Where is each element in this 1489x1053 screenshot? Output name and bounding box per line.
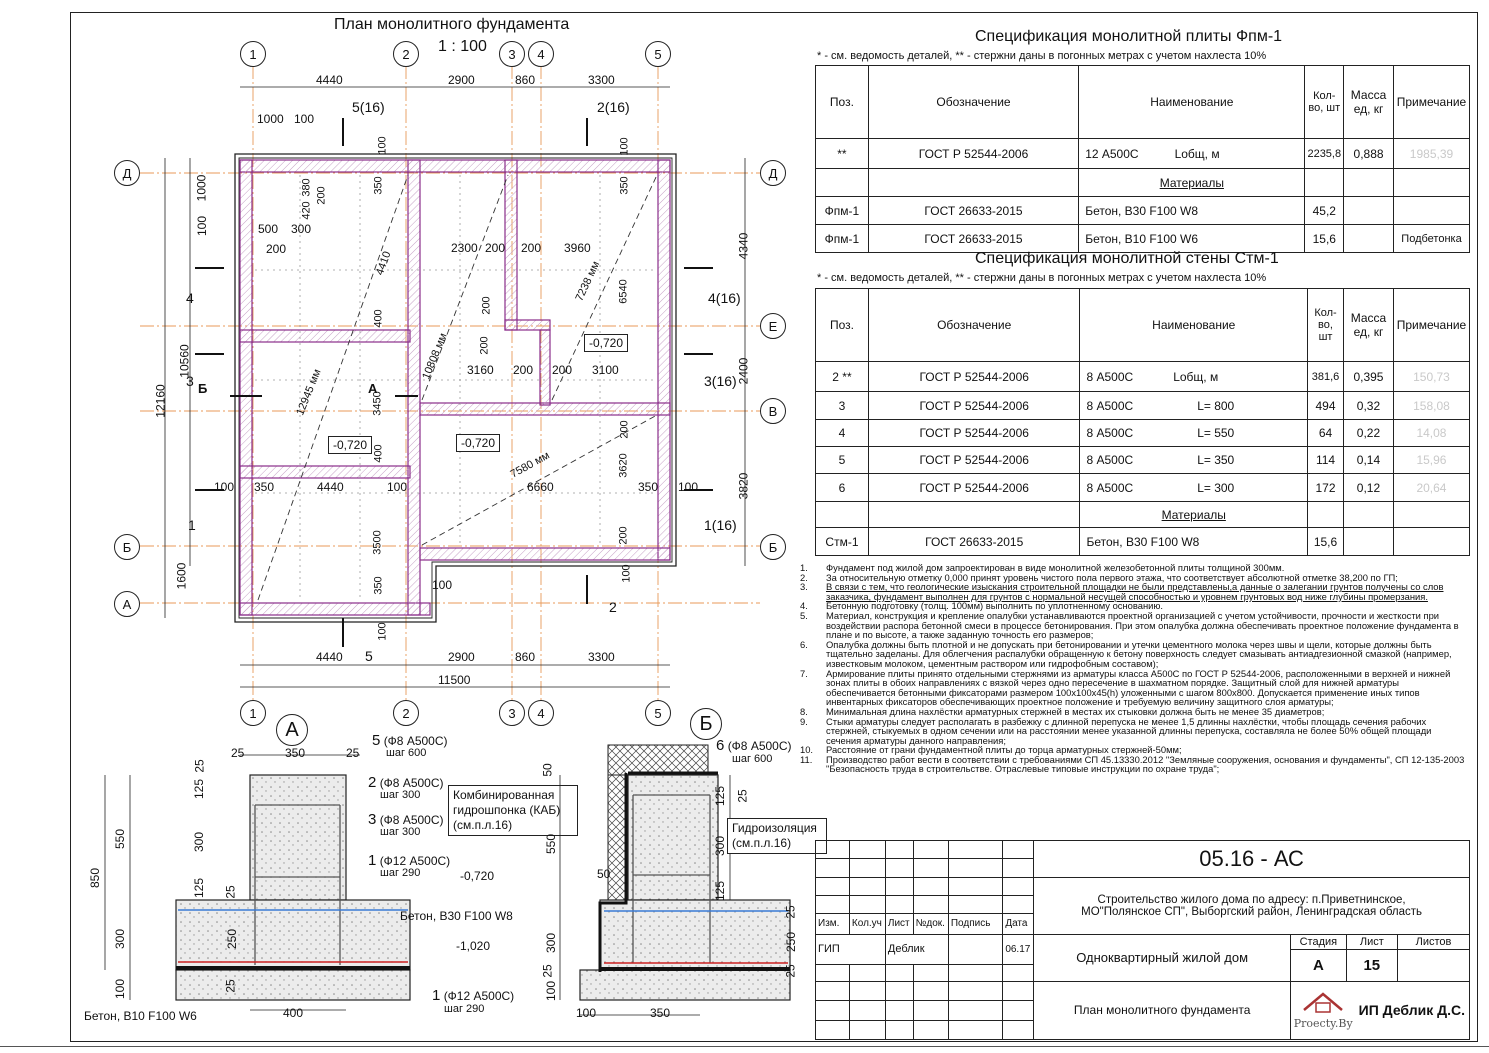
dim-left-1000: 1000 <box>194 174 209 202</box>
concrete-label: Бетон, В30 F100 W8 <box>400 909 513 923</box>
dim-inner: 420 <box>300 201 313 220</box>
rebar-step: шаг 600 <box>732 753 773 765</box>
note-item: 1. Фундамент под жилой дом запроектирован в виде монолитной железобетонной плиты толщиной 300мм. <box>800 562 1285 573</box>
dim-bottom-1: 4440 <box>316 650 343 664</box>
detail-a-dim: 400 <box>283 1006 304 1020</box>
sheets-header: Листов <box>1397 934 1469 949</box>
stamp-col: Изм. <box>816 914 850 934</box>
dim-inner: 200 <box>480 296 493 315</box>
stage-value: А <box>1291 949 1347 981</box>
dim-inner: 3450 <box>371 391 384 416</box>
detail-b-dim: 250 <box>784 931 799 953</box>
dim-inner: 400 <box>372 309 385 328</box>
stamp-col: №док. <box>913 914 948 934</box>
company-logo: Proecty.By <box>1294 990 1353 1030</box>
dim-inner: 4440 <box>317 480 344 494</box>
col-header: Обозначение <box>868 289 1080 362</box>
elevation-a-top: -0,720 <box>460 869 495 883</box>
detail-b-dim: 25 <box>540 964 555 978</box>
detail-a-dim: 100 <box>113 978 128 1000</box>
col-header: Примечание <box>1393 289 1469 362</box>
section-label: 3 <box>186 373 194 389</box>
detail-b-dim: 25 <box>783 905 798 919</box>
table-row: 6 ГОСТ Р 52544-2006 8 А500С L= 300 172 0,12 20,64 <box>816 474 1470 502</box>
dim-inner: 3500 <box>371 530 384 555</box>
detail-b-dim: 100 <box>576 1006 597 1020</box>
note-item: 5. Материал, конструкция и крепление опалубки устанавливаются проектной организацией с учетом устойчивости, прочности и жесткости при воздействии распора бетонной смеси в процессе бетонирования. При этом опалубка должна обеспечивать проектное положение фундамента в плане и по высоте, а также заданную точность его размеров; <box>800 609 1459 641</box>
dim-inner: 200 <box>521 241 542 255</box>
detail-a-dim: 300 <box>192 831 207 853</box>
axis-bubble-5-bottom: 5 <box>645 700 671 726</box>
detail-a-marker: А <box>276 714 308 746</box>
dim-inner: 100 <box>432 578 453 592</box>
detail-a-dim: 25 <box>346 746 360 760</box>
dim-bottom-2: 2900 <box>448 650 475 664</box>
col-header: Кол-во, шт <box>1308 289 1344 362</box>
table-row: 2 ** ГОСТ Р 52544-2006 8 А500С Lобщ, м 381,6 0,395 150,73 <box>816 362 1470 392</box>
diagonal-label: 7580 мм <box>508 449 552 481</box>
plan-scale: 1 : 100 <box>438 38 487 55</box>
detail-a-dim: 25 <box>192 759 207 773</box>
page-edge-line <box>0 1046 1489 1047</box>
axis-bubble-1-bottom: 1 <box>240 700 266 726</box>
axis-bubble-1-top: 1 <box>240 41 266 67</box>
note-item: 10. Расстояние от грани фундаментной плиты до торца арматурных стержней-50мм; <box>800 744 1182 756</box>
section-label: 2(16) <box>597 99 630 115</box>
company-cell <box>1291 981 1470 1039</box>
dim-inner: 350 <box>372 176 385 195</box>
axis-bubble-d-left: Д <box>114 160 140 186</box>
dim-inner: 200 <box>478 336 491 355</box>
dim-inner: 200 <box>315 186 328 205</box>
spec1-subtitle: * - см. ведомость деталей, ** - стержни даны в погонных метрах с учетом нахлеста 10% <box>817 50 1267 62</box>
dim-inner: 100 <box>387 480 408 494</box>
title-block <box>815 840 1470 1040</box>
dim-top-3: 860 <box>515 73 536 87</box>
rebar-label: 3 (Ф8 А500С) <box>368 811 444 828</box>
section-label: 5 <box>365 648 373 664</box>
dim-inner: 350 <box>638 480 659 494</box>
detail-b-dim: 300 <box>713 835 728 857</box>
elevation-marker: -0,720 <box>456 434 500 452</box>
foundation-plan <box>0 0 800 730</box>
dim-inner: 300 <box>291 222 312 236</box>
dim-top-2: 2900 <box>448 73 475 87</box>
axis-bubble-a-left: А <box>114 591 140 617</box>
section-label: 1(16) <box>704 517 737 533</box>
materials-label: Материалы <box>1080 502 1308 528</box>
dim-inner: 500 <box>258 222 279 236</box>
dim-inner: 3620 <box>617 453 630 478</box>
detail-a-dim: 350 <box>285 746 306 760</box>
detail-b-dim: 100 <box>544 980 559 1002</box>
rebar-step: шаг 290 <box>444 1003 485 1015</box>
detail-a-dim: 300 <box>113 928 128 950</box>
dim-inner: 100 <box>214 480 235 494</box>
detail-ref-a: А <box>368 381 378 396</box>
detail-b-dim: 550 <box>544 833 559 855</box>
dim-inner: 200 <box>618 420 631 439</box>
detail-b-dim: 125 <box>713 880 728 902</box>
table-row: Фпм-1 ГОСТ 26633-2015 Бетон, В30 F100 W8 45,2 <box>816 197 1470 225</box>
company-name: ИП Деблик Д.С. <box>1358 1002 1465 1019</box>
note-item: 3. В связи с тем, что геологические изыскания строительной площадки не были представлены,а данные о залегании грунтов получены со слов заказчика, фундамент выполнен для грунтов с нормальной несущей способностью и уровнем грунтовых вод ниже глубины промерзания. <box>800 581 1444 602</box>
col-header: Обозначение <box>868 66 1078 139</box>
dim-inner: 380 <box>300 178 313 197</box>
detail-a-dim: 550 <box>113 828 128 850</box>
table-row: 4 ГОСТ Р 52544-2006 8 А500С L= 550 64 0,22 14,08 <box>816 420 1470 447</box>
dim-inner: 200 <box>485 241 506 255</box>
rebar-label: 5 (Ф8 А500С) <box>372 732 448 749</box>
callout-waterstop: Комбинированная гидрошпонка (КАБ) (см.п.л.16) <box>448 785 578 836</box>
project-address: Строительство жилого дома по адресу: п.Приветнинское, МО"Полянское СП", Выборгский район, Ленинградская область <box>1034 877 1470 934</box>
doc-code: 05.16 - АС <box>1034 841 1470 878</box>
stamp-role: ГИП <box>816 934 886 964</box>
diagonal-label: 12945 мм <box>294 367 324 418</box>
dim-inner: 3160 <box>467 363 494 377</box>
stamp-col: Дата <box>1003 914 1034 934</box>
stamp-col: Лист <box>885 914 913 934</box>
detail-a-dim: 850 <box>88 867 103 889</box>
elevation-marker: -0,720 <box>584 334 628 352</box>
dim-inner: 100 <box>618 137 631 156</box>
table-row: Стм-1 ГОСТ 26633-2015 Бетон, В30 F100 W8 15,6 <box>816 528 1470 556</box>
sheet-title: План монолитного фундамента <box>1034 981 1291 1039</box>
note-item: 6. Опалубка должны быть плотной и не допускать при бетонировании и утечки цементного молока через швы и щели, которые должны быть тщательно заделаны. Для облегчения распалубки обращенную к бетону поверхность следует смазывать антиадгезионной смазкой (например, известковым молоком, цементным раствором или гидрофобным составом); <box>800 638 1452 669</box>
callout-waterproofing: Гидроизоляция (см.п.л.16) <box>727 818 827 854</box>
dim-left-12160: 12160 <box>153 384 168 418</box>
dim-inner: 350 <box>254 480 275 494</box>
dim-top-1: 4440 <box>316 73 343 87</box>
axis-bubble-4-top: 4 <box>528 41 554 67</box>
detail-a-dim: 25 <box>223 885 238 899</box>
axis-bubble-b-left: Б <box>114 534 140 560</box>
stamp-col: Подпись <box>948 914 1002 934</box>
col-header: Масса ед, кг <box>1344 289 1394 362</box>
dim-inner: 200 <box>266 242 287 256</box>
detail-a-dim: 25 <box>231 746 245 760</box>
stamp-col: Кол.уч <box>849 914 885 934</box>
rebar-label: 1 (Ф12 А500С) <box>368 852 451 869</box>
axis-bubble-4-bottom: 4 <box>528 700 554 726</box>
rebar-label: 6 (Ф8 А500С) <box>716 737 792 754</box>
section-label: 1 <box>188 517 196 533</box>
dim-top-4: 3300 <box>588 73 615 87</box>
dim-right-4340: 4340 <box>736 232 751 260</box>
dim-inner: 200 <box>513 363 534 377</box>
sheet-value: 15 <box>1346 949 1397 981</box>
elevation-a-bottom: -1,020 <box>456 939 491 953</box>
detail-b-dim: 300 <box>544 932 559 954</box>
dim-inner: 100 <box>376 136 389 155</box>
dim-left-100: 100 <box>195 215 210 237</box>
detail-a-dim: 125 <box>192 778 207 800</box>
elevation-marker: -0,720 <box>328 436 372 454</box>
dim-inner: 400 <box>372 444 385 463</box>
spec1-table <box>815 65 1470 253</box>
rebar-step: шаг 290 <box>380 867 421 879</box>
section-label: 4(16) <box>708 290 741 306</box>
spec2-table <box>815 288 1470 556</box>
diagonal-label: 7238 мм <box>573 259 603 304</box>
dim-bottom-3: 860 <box>515 650 536 664</box>
dim-inner: 200 <box>552 363 573 377</box>
axis-bubble-2-bottom: 2 <box>393 700 419 726</box>
detail-b-dim: 25 <box>735 789 750 803</box>
dim-right-3820: 3820 <box>736 472 751 500</box>
rebar-label: 2 (Ф8 А500С) <box>368 774 444 791</box>
note-item: 7. Армирование плиты принято отдельными стержнями из арматуры класса А500С по ГОСТ Р 52544-2006, расположенными в верхней и нижней зонах плиты в обоих направлениях с вязкой через одно пересечение в шахматном порядке. Защитный слой для нижней арматуры обеспечивается бетонными фиксаторами размером 100х100х45(h) уложенными с шагом 800х800. Допускается применение иных типов инвентарных фиксаторов обеспечивающих проектное положение и требуемую величину защитного слоя арматуры; <box>800 667 1451 708</box>
section-label: 2 <box>609 599 617 615</box>
col-header: Масса ед, кг <box>1344 66 1394 139</box>
table-row: 5 ГОСТ Р 52544-2006 8 А500С L= 350 114 0,14 15,96 <box>816 447 1470 474</box>
col-header: Наименование <box>1079 66 1305 139</box>
rebar-step: шаг 600 <box>386 747 427 759</box>
col-header: Кол-во, шт <box>1305 66 1344 139</box>
axis-bubble-v-right: В <box>760 398 786 424</box>
stamp-date: 06.17 <box>1003 934 1034 964</box>
dim-inner: 100 <box>620 564 633 583</box>
dim-total: 11500 <box>438 673 471 687</box>
detail-a-dim: 250 <box>225 928 240 950</box>
axis-bubble-3-top: 3 <box>499 41 525 67</box>
spec2-title: Спецификация монолитной стены Стм-1 <box>975 250 1279 267</box>
note-item: 9. Стыки арматуры следует располагать в разбежку с длинной перепуска не менее 1,5 длинны нахлёстки, чтобы площадь сечения рабочих стержней, стыкуемых в одном сечении или на расстоянии менее указанной длинны перепуска, составляла не более 50% общей площади сечения арматуры данного направления; <box>800 715 1432 746</box>
dim-inner: 3960 <box>564 241 591 255</box>
detail-b-dim: 350 <box>650 1006 671 1020</box>
axis-bubble-2-top: 2 <box>393 41 419 67</box>
col-header: Поз. <box>816 289 869 362</box>
dim-left-10560: 10560 <box>177 344 192 378</box>
note-item: 8. Минимальная длина нахлёстки арматурных стержней в местах их стыковки должна быть не менее 35 диаметров; <box>800 705 1325 717</box>
dim-inner: 100 <box>376 622 389 641</box>
sheet-header: Лист <box>1346 934 1397 949</box>
rebar-label: 1 (Ф12 А500С) <box>432 987 515 1004</box>
detail-ref-b: Б <box>198 381 208 396</box>
dim-inner: 350 <box>618 176 631 195</box>
col-header: Поз. <box>816 66 869 139</box>
col-header: Примечание <box>1393 66 1469 139</box>
detail-b-dim: 50 <box>540 763 555 777</box>
dim-left-1600: 1600 <box>174 562 189 590</box>
diagonal-label: 4410 <box>373 249 394 277</box>
concrete-label-b10: Бетон, В10 F100 W6 <box>84 1009 197 1023</box>
dim-inner: 100 <box>294 112 315 126</box>
axis-bubble-5-top: 5 <box>645 41 671 67</box>
axis-bubble-d-right: Д <box>760 160 786 186</box>
house-logo-icon <box>1300 990 1346 1014</box>
dim-inner: 6660 <box>527 480 554 494</box>
dim-inner: 100 <box>678 480 699 494</box>
sheets-value <box>1397 949 1469 981</box>
table-row: Фпм-1 ГОСТ 26633-2015 Бетон, В10 F100 W6 15,6 Подбетонка <box>816 225 1470 253</box>
building-name: Одноквартирный жилой дом <box>1034 934 1291 981</box>
detail-a-dim: 25 <box>223 979 238 993</box>
note-item: 2. За относительную отметку 0,000 принят уровень чистого пола первого этажа, что соответствует абсолютной отметке 38,200 по ГП; <box>800 571 1398 583</box>
note-item: 11. Производство работ вести в соответствии с требованиями СП 45.13330.2012 "Земляные сооружения, основания и фундаменты", СП 12-135-2003 "Безопасность труда в строительстве. Отраслевые типовые инструкции по охране труда"; <box>800 753 1465 775</box>
general-notes <box>800 563 1465 774</box>
table-row: ** ГОСТ Р 52544-2006 12 А500С Lобщ, м 2235,8 0,888 1985,39 <box>816 139 1470 169</box>
col-header: Наименование <box>1080 289 1308 362</box>
dim-bottom-4: 3300 <box>588 650 615 664</box>
axis-bubble-b-right: Б <box>760 534 786 560</box>
dim-inner: 200 <box>617 526 630 545</box>
spec2-subtitle: * - см. ведомость деталей, ** - стержни даны в погонных метрах с учетом нахлеста 10% <box>817 272 1267 284</box>
dim-inner: 6540 <box>617 279 630 304</box>
detail-b-marker: Б <box>690 708 722 740</box>
dim-inner: 2300 <box>451 241 478 255</box>
dim-inner: 1000 <box>257 112 284 126</box>
spec1-title: Спецификация монолитной плиты Фпм-1 <box>975 28 1283 45</box>
section-label: 5(16) <box>352 99 385 115</box>
detail-b-dim: 25 <box>783 964 798 978</box>
plan-title: План монолитного фундамента <box>334 16 570 33</box>
note-item: 4. Бетонную подготовку (толщ. 100мм) выполнить по уплотненному основанию. <box>800 600 1164 612</box>
materials-label: Материалы <box>1079 169 1305 197</box>
dim-inner: 350 <box>372 576 385 595</box>
detail-b-dim: 125 <box>713 785 728 807</box>
axis-bubble-3-bottom: 3 <box>499 700 525 726</box>
rebar-step: шаг 300 <box>380 826 421 838</box>
diagonal-label: 10808 мм <box>420 331 450 382</box>
section-label: 4 <box>186 290 194 306</box>
detail-b-drawing <box>540 735 820 1030</box>
section-label: 3(16) <box>704 373 737 389</box>
stamp-name: Деблик <box>885 934 948 964</box>
detail-b-dim: 50 <box>597 867 611 881</box>
axis-bubble-e-right: Е <box>760 313 786 339</box>
rebar-step: шаг 300 <box>380 789 421 801</box>
dim-right-2400: 2400 <box>736 357 751 385</box>
table-row: 3 ГОСТ Р 52544-2006 8 А500С L= 800 494 0,32 158,08 <box>816 392 1470 420</box>
stage-header: Стадия <box>1291 934 1347 949</box>
dim-inner: 3100 <box>592 363 619 377</box>
detail-a-dim: 125 <box>192 877 207 899</box>
